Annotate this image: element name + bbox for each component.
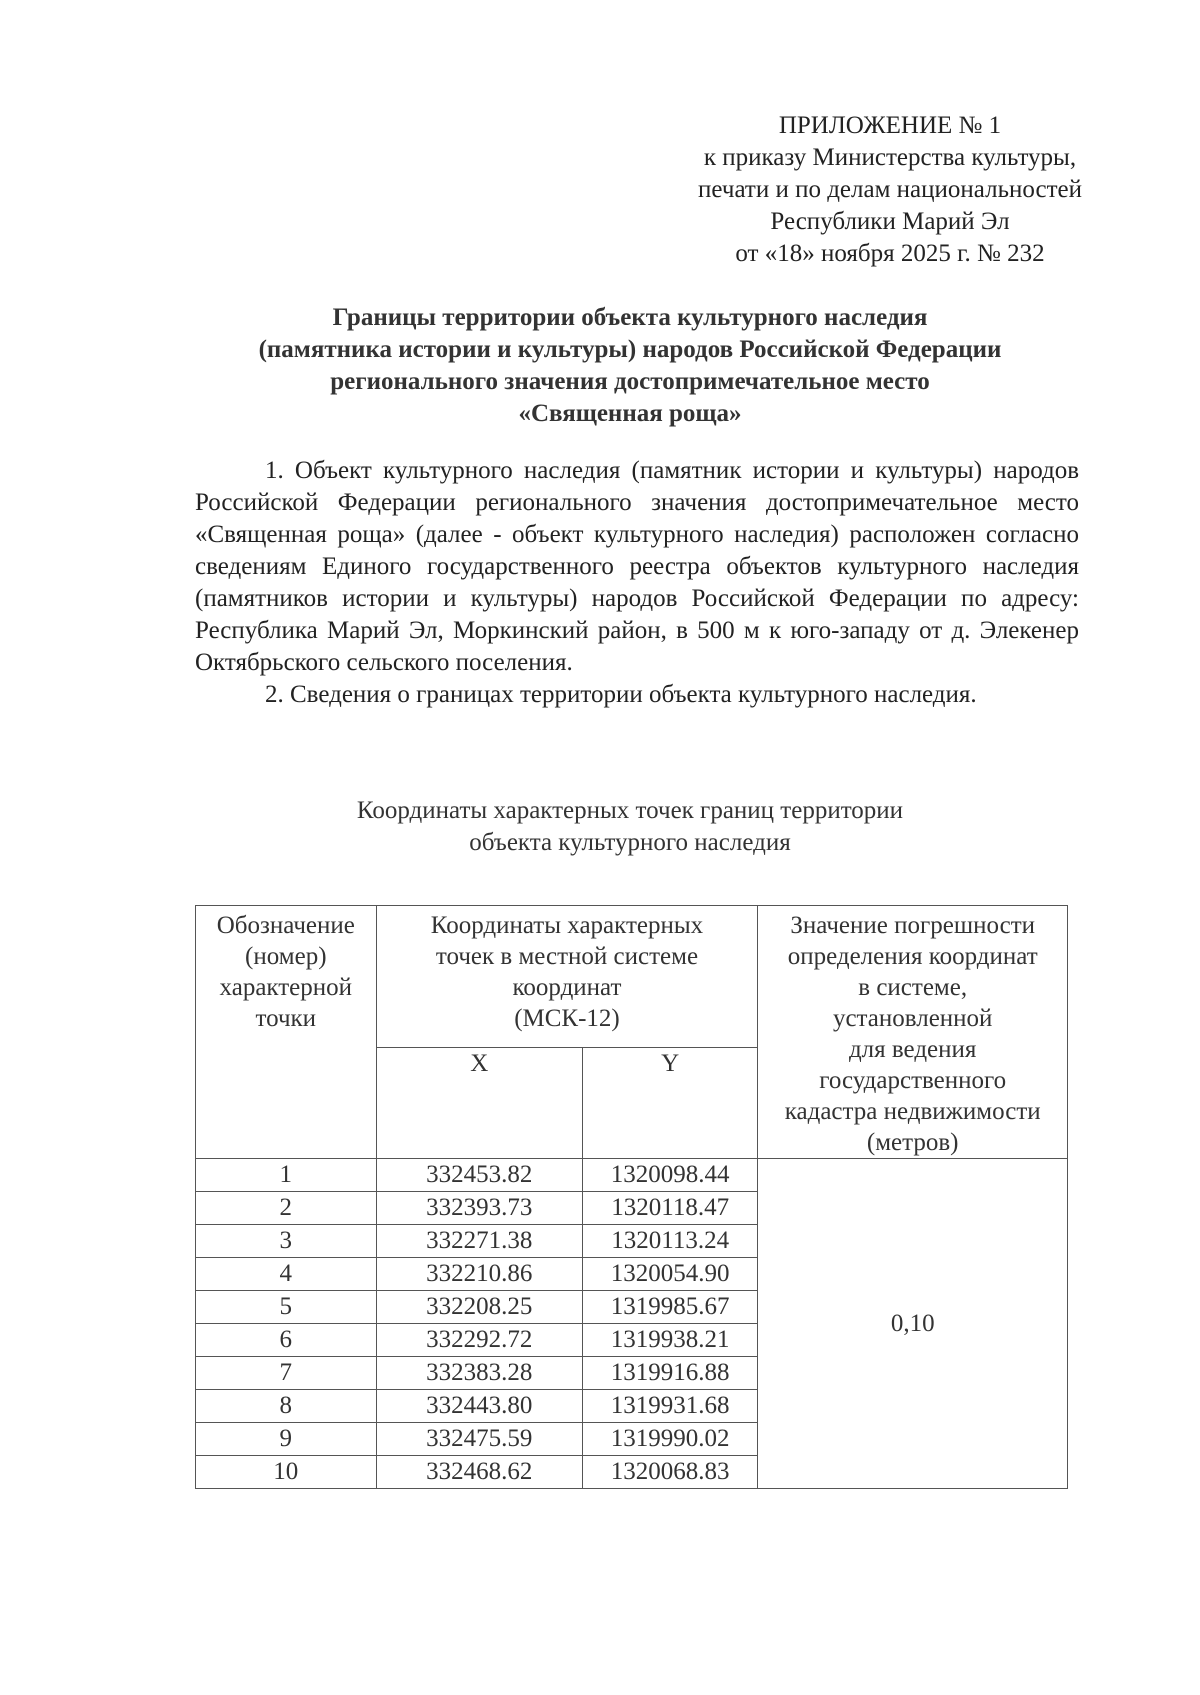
x-coordinate-cell: 332271.38 <box>376 1225 582 1258</box>
header-text: кадастра недвижимости <box>784 1098 1041 1125</box>
header-text: Координаты характерных <box>430 912 704 939</box>
y-coordinate-cell: 1319916.88 <box>582 1357 757 1390</box>
point-number-cell: 1 <box>196 1159 377 1192</box>
x-coordinate-cell: 332208.25 <box>376 1291 582 1324</box>
header-text: установленной <box>832 1005 993 1032</box>
point-number-cell: 7 <box>196 1357 377 1390</box>
paragraph-2: 2. Сведения о границах территории объекта культурного наследия. <box>265 681 977 708</box>
header-text: (МСК-12) <box>514 1005 620 1032</box>
appendix-line: к приказу Министерства культуры, <box>703 144 1077 171</box>
point-number-cell: 10 <box>196 1456 377 1489</box>
x-coordinate-cell: 332210.86 <box>376 1258 582 1291</box>
coordinates-table <box>195 905 1068 1489</box>
title-line: Границы территории объекта культурного наследия <box>332 304 928 331</box>
appendix-line: от «18» ноября 2025 г. № 232 <box>735 240 1045 267</box>
appendix-header <box>660 110 1120 270</box>
table-row <box>196 1159 1068 1192</box>
point-number-cell: 3 <box>196 1225 377 1258</box>
point-number-cell: 4 <box>196 1258 377 1291</box>
title-line: «Священная роща» <box>518 400 742 427</box>
x-coordinate-cell: 332475.59 <box>376 1423 582 1456</box>
header-text: для ведения <box>848 1036 977 1063</box>
error-value-cell: 0,10 <box>758 1159 1068 1489</box>
header-text: (метров) <box>866 1129 959 1156</box>
document-title <box>190 302 1070 430</box>
point-number-cell: 2 <box>196 1192 377 1225</box>
y-coordinate-cell: 1320118.47 <box>582 1192 757 1225</box>
header-text: точек в местной системе <box>435 943 699 970</box>
point-number-cell: 5 <box>196 1291 377 1324</box>
header-text: Значение погрешности <box>790 912 1036 939</box>
y-coordinate-cell: 1320113.24 <box>582 1225 757 1258</box>
header-text: в системе, <box>858 974 968 1001</box>
header-text: (номер) <box>245 943 327 970</box>
x-coordinate-cell: 332292.72 <box>376 1324 582 1357</box>
table-header-row <box>196 906 1068 1048</box>
header-error <box>758 906 1068 1159</box>
body-text <box>195 455 1079 711</box>
header-text: Обозначение <box>216 912 355 939</box>
y-coordinate-cell: 1320054.90 <box>582 1258 757 1291</box>
header-text: координат <box>512 974 622 1001</box>
caption-line: Координаты характерных точек границ территории <box>356 797 904 824</box>
appendix-line: Республики Марий Эл <box>770 208 1010 235</box>
y-coordinate-cell: 1320098.44 <box>582 1159 757 1192</box>
header-point-number <box>196 906 377 1159</box>
appendix-line: печати и по делам национальностей <box>698 176 1082 203</box>
header-text: определения координат <box>787 943 1038 970</box>
point-number-cell: 8 <box>196 1390 377 1423</box>
point-number-cell: 9 <box>196 1423 377 1456</box>
table-body <box>196 1159 1068 1489</box>
header-text: характерной <box>219 974 353 1001</box>
point-number-cell: 6 <box>196 1324 377 1357</box>
header-coordinates <box>376 906 758 1048</box>
header-text: государственного <box>819 1067 1007 1094</box>
x-coordinate-cell: 332453.82 <box>376 1159 582 1192</box>
y-coordinate-cell: 1319931.68 <box>582 1390 757 1423</box>
y-coordinate-cell: 1319990.02 <box>582 1423 757 1456</box>
header-y: Y <box>582 1048 757 1159</box>
y-coordinate-cell: 1319938.21 <box>582 1324 757 1357</box>
title-line: (памятника истории и культуры) народов Российской Федерации <box>258 336 1002 363</box>
paragraph-1: 1. Объект культурного наследия (памятник истории и культуры) народов Российской Федерации регионального значения достопримечательное место «Священная роща» (далее - объект культурного наследия) расположен согласно сведениям Единого государственного реестра объектов культурного наследия (памятников истории и культуры) народов Российской Федерации по адресу: Республика Марий Эл, Моркинский район, в 500 м к юго-западу от д. Элекенер Октябрьского сельского поселения. <box>195 457 1079 676</box>
header-text: точки <box>255 1005 317 1032</box>
x-coordinate-cell: 332383.28 <box>376 1357 582 1390</box>
y-coordinate-cell: 1319985.67 <box>582 1291 757 1324</box>
title-line: регионального значения достопримечательное место <box>330 368 930 395</box>
table-caption <box>190 795 1070 859</box>
x-coordinate-cell: 332468.62 <box>376 1456 582 1489</box>
appendix-title: ПРИЛОЖЕНИЕ № 1 <box>778 112 1002 139</box>
x-coordinate-cell: 332443.80 <box>376 1390 582 1423</box>
header-x: X <box>376 1048 582 1159</box>
caption-line: объекта культурного наследия <box>469 829 791 856</box>
y-coordinate-cell: 1320068.83 <box>582 1456 757 1489</box>
x-coordinate-cell: 332393.73 <box>376 1192 582 1225</box>
